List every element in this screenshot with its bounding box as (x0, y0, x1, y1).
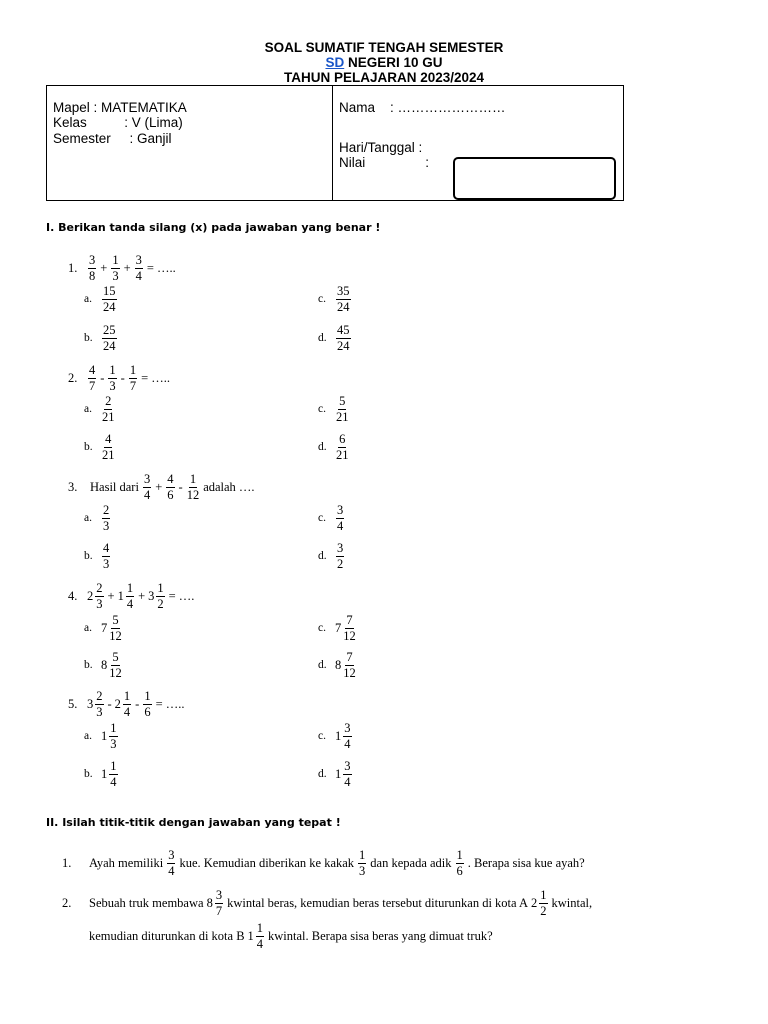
expression-text: - (107, 696, 112, 711)
expression-text: kwintal. Berapa sisa beras yang dimuat truk? (268, 928, 493, 943)
option-5-b[interactable] (84, 760, 119, 788)
option-3-c[interactable] (318, 504, 345, 532)
fraction (336, 324, 351, 352)
numerator: 1 (110, 759, 117, 773)
expression-text: - (120, 370, 125, 385)
fraction (109, 722, 117, 750)
option-2-c[interactable] (318, 395, 350, 423)
fraction (102, 395, 115, 423)
numerator: 1 (359, 848, 366, 862)
expression-text: = ….. (155, 696, 185, 711)
question-number: 3. (68, 479, 78, 494)
fraction (102, 285, 117, 313)
option-4-c[interactable] (318, 614, 357, 642)
whole-number: 8 (101, 657, 108, 672)
option-4-d[interactable] (318, 651, 357, 679)
section-2-title: II. Isilah titik-titik dengan jawaban yang tepat ! (46, 816, 341, 829)
question-number: 2. (62, 895, 72, 910)
denominator: 6 (167, 487, 174, 502)
fraction (343, 614, 356, 642)
expression-text: adalah …. (203, 479, 255, 494)
option-2-d[interactable] (318, 433, 350, 461)
whole-number: 1 (247, 928, 254, 943)
option-1-b[interactable] (84, 324, 118, 352)
option-label: c. (318, 293, 326, 305)
numerator: 5 (339, 394, 346, 408)
option-label: a. (84, 512, 92, 524)
question-2 (68, 364, 173, 392)
fraction (129, 364, 137, 392)
numerator: 1 (109, 363, 116, 377)
fraction (135, 254, 143, 282)
fraction (126, 582, 134, 610)
option-5-d[interactable] (318, 760, 353, 788)
numerator: 3 (337, 541, 344, 555)
denominator: 24 (103, 299, 116, 314)
denominator: 12 (186, 487, 200, 502)
denominator: 21 (336, 447, 349, 462)
question-5 (68, 690, 188, 718)
denominator: 4 (337, 518, 344, 533)
fraction (336, 395, 349, 423)
option-label: a. (84, 293, 92, 305)
option-5-c[interactable] (318, 722, 353, 750)
expression-text: dan kepada adik (370, 855, 452, 870)
fraction (539, 889, 547, 917)
fraction (95, 690, 103, 718)
hari-tanggal-field: Hari/Tanggal : (339, 140, 423, 155)
numerator: 2 (96, 581, 103, 595)
denominator: 7 (215, 903, 223, 918)
option-label: a. (84, 622, 92, 634)
option-label: d. (318, 441, 327, 453)
denominator: 4 (126, 596, 134, 611)
denominator: 3 (96, 704, 103, 719)
denominator: 12 (109, 628, 122, 643)
denominator: 6 (144, 704, 151, 719)
option-label: b. (84, 659, 93, 671)
numerator: 1 (129, 363, 137, 377)
whole-number: 1 (335, 766, 342, 781)
fraction (256, 922, 264, 950)
numerator: 3 (168, 848, 175, 862)
numerator: 2 (103, 503, 110, 517)
denominator: 2 (337, 556, 344, 571)
denominator: 3 (109, 378, 116, 393)
whole-number: 1 (117, 588, 124, 603)
fraction (336, 542, 344, 570)
option-4-b[interactable] (84, 651, 123, 679)
essay-question-2-continued (86, 922, 496, 950)
denominator: 24 (337, 299, 350, 314)
school-link[interactable]: SD (325, 55, 345, 70)
numerator: 4 (105, 432, 112, 446)
option-1-c[interactable] (318, 285, 352, 313)
numerator: 1 (144, 689, 151, 703)
fraction (109, 760, 117, 788)
denominator: 3 (103, 556, 110, 571)
numerator: 15 (103, 284, 116, 298)
denominator: 3 (103, 518, 110, 533)
numerator: 1 (540, 888, 547, 902)
option-2-b[interactable] (84, 433, 116, 461)
numerator: 5 (112, 613, 119, 627)
denominator: 7 (129, 378, 137, 393)
semester-field: Semester : Ganjil (53, 131, 172, 146)
question-number: 1. (62, 855, 72, 870)
denominator: 2 (540, 903, 547, 918)
expression-text: kue. Kemudian diberikan ke kakak (179, 855, 355, 870)
option-label: c. (318, 730, 326, 742)
numerator: 7 (346, 650, 353, 664)
numerator: 3 (344, 721, 351, 735)
expression-text: + (123, 260, 131, 275)
fraction (456, 849, 464, 877)
option-label: a. (84, 403, 92, 415)
numerator: 1 (123, 689, 131, 703)
fraction (143, 473, 151, 501)
whole-number: 7 (101, 620, 108, 635)
expression-text: = ….. (146, 260, 176, 275)
fraction (109, 651, 122, 679)
numerator: 6 (339, 432, 346, 446)
option-label: d. (318, 659, 327, 671)
denominator: 8 (89, 268, 96, 283)
question-number: 1. (68, 260, 78, 275)
option-label: b. (84, 441, 93, 453)
option-label: c. (318, 403, 326, 415)
denominator: 24 (337, 338, 350, 353)
fraction (343, 651, 356, 679)
numerator: 3 (344, 759, 351, 773)
numerator: 1 (112, 253, 119, 267)
fraction (88, 364, 96, 392)
whole-number: 3 (87, 696, 94, 711)
denominator: 21 (336, 409, 349, 424)
option-label: c. (318, 512, 326, 524)
nilai-field: Nilai : (339, 155, 430, 170)
numerator: 1 (189, 472, 197, 486)
option-label: a. (84, 730, 92, 742)
denominator: 4 (110, 774, 117, 789)
essay-question-2 (62, 889, 724, 917)
expression-text: + (138, 588, 146, 603)
whole-number: 1 (101, 728, 108, 743)
denominator: 6 (456, 863, 463, 878)
option-label: b. (84, 550, 93, 562)
expression-text: - (178, 479, 183, 494)
option-label: d. (318, 550, 327, 562)
denominator: 21 (102, 409, 115, 424)
numerator: 5 (112, 650, 119, 664)
denominator: 12 (343, 628, 356, 643)
expression-text: + (100, 260, 108, 275)
section-1-title: I. Berikan tanda silang (x) pada jawaban yang benar ! (46, 221, 381, 234)
whole-number: 8 (335, 657, 342, 672)
numerator: 2 (105, 394, 112, 408)
numerator: 3 (215, 888, 223, 902)
fraction (336, 433, 349, 461)
question-number: 5. (68, 696, 78, 711)
whole-number: 1 (335, 728, 342, 743)
numerator: 7 (346, 613, 353, 627)
fraction (215, 889, 223, 917)
question-1 (68, 254, 179, 282)
expression-text: Hasil dari (90, 479, 139, 494)
fraction (95, 582, 103, 610)
fraction (336, 285, 351, 313)
whole-number: 8 (206, 895, 213, 910)
numerator: 3 (135, 253, 142, 267)
expression-text: = ….. (141, 370, 171, 385)
fraction (343, 760, 351, 788)
fraction (187, 473, 200, 501)
expression-text: + (155, 479, 163, 494)
denominator: 4 (344, 736, 351, 751)
fraction (108, 364, 116, 392)
numerator: 4 (167, 472, 174, 486)
mapel-field: Mapel : MATEMATIKA (53, 100, 187, 115)
expression-text: kwintal beras, kemudian beras tersebut diturunkan di kota A (227, 895, 529, 910)
numerator: 3 (337, 503, 344, 517)
expression-text: - (100, 370, 105, 385)
denominator: 3 (96, 596, 103, 611)
whole-number: 7 (335, 620, 342, 635)
denominator: 2 (157, 596, 164, 611)
expression-text: = …. (168, 588, 195, 603)
numerator: 1 (456, 848, 463, 862)
option-3-a[interactable] (84, 504, 111, 532)
denominator: 7 (89, 378, 96, 393)
option-1-a[interactable] (84, 285, 118, 313)
expression-text: + (107, 588, 115, 603)
whole-number: 2 (87, 588, 94, 603)
expression-text: kwintal, (551, 895, 593, 910)
option-4-a[interactable] (84, 614, 123, 642)
question-number: 2. (68, 370, 78, 385)
denominator: 4 (344, 774, 351, 789)
denominator: 21 (102, 447, 115, 462)
denominator: 4 (123, 704, 131, 719)
option-label: c. (318, 622, 326, 634)
question-4 (68, 582, 197, 610)
numerator: 45 (337, 323, 350, 337)
fraction (167, 849, 175, 877)
fraction (166, 473, 174, 501)
fraction (102, 504, 110, 532)
numerator: 1 (157, 581, 164, 595)
essay-question-1 (62, 849, 724, 877)
expression-text: - (135, 696, 140, 711)
denominator: 24 (103, 338, 116, 353)
numerator: 3 (143, 472, 151, 486)
identity-divider (332, 86, 333, 200)
fraction (156, 582, 164, 610)
nilai-score-box (453, 157, 616, 200)
fraction (109, 614, 122, 642)
option-3-b[interactable] (84, 542, 111, 570)
option-1-d[interactable] (318, 324, 352, 352)
numerator: 1 (110, 721, 117, 735)
numerator: 25 (103, 323, 116, 337)
identity-box (46, 85, 624, 201)
nama-field: Nama : …………………… (339, 100, 506, 115)
fraction (123, 690, 131, 718)
school-name: SD NEGERI 10 GU (325, 55, 443, 70)
fraction (336, 504, 344, 532)
expression-text: . Berapa sisa kue ayah? (467, 855, 585, 870)
fraction (102, 433, 115, 461)
whole-number: 3 (148, 588, 155, 603)
option-label: b. (84, 332, 93, 344)
fraction (358, 849, 366, 877)
denominator: 4 (168, 863, 175, 878)
numerator: 35 (337, 284, 350, 298)
expression-text: Sebuah truk membawa (89, 895, 204, 910)
denominator: 4 (256, 936, 264, 951)
denominator: 12 (343, 665, 356, 680)
school-year: TAHUN PELAJARAN 2023/2024 (283, 70, 485, 85)
numerator: 3 (89, 253, 96, 267)
kelas-field: Kelas : V (Lima) (53, 115, 183, 130)
fraction (102, 542, 110, 570)
numerator: 1 (126, 581, 134, 595)
expression-text: kemudian diturunkan di kota B (89, 928, 245, 943)
fraction (102, 324, 117, 352)
expression-text: Ayah memiliki (89, 855, 164, 870)
question-number: 4. (68, 588, 78, 603)
option-label: d. (318, 768, 327, 780)
denominator: 12 (109, 665, 122, 680)
numerator: 2 (96, 689, 103, 703)
fraction (343, 722, 351, 750)
denominator: 4 (135, 268, 142, 283)
fraction (143, 690, 151, 718)
option-5-a[interactable] (84, 722, 119, 750)
option-label: b. (84, 768, 93, 780)
denominator: 4 (143, 487, 151, 502)
whole-number: 1 (101, 766, 108, 781)
doc-title: SOAL SUMATIF TENGAH SEMESTER (264, 40, 504, 55)
option-label: d. (318, 332, 327, 344)
whole-number: 2 (114, 696, 121, 711)
numerator: 4 (89, 363, 96, 377)
fraction (88, 254, 96, 282)
denominator: 3 (359, 863, 366, 878)
option-3-d[interactable] (318, 542, 345, 570)
numerator: 1 (256, 921, 264, 935)
fraction (111, 254, 119, 282)
question-3 (68, 473, 258, 501)
option-2-a[interactable] (84, 395, 116, 423)
denominator: 3 (112, 268, 119, 283)
denominator: 3 (110, 736, 117, 751)
whole-number: 2 (531, 895, 538, 910)
numerator: 4 (103, 541, 110, 555)
